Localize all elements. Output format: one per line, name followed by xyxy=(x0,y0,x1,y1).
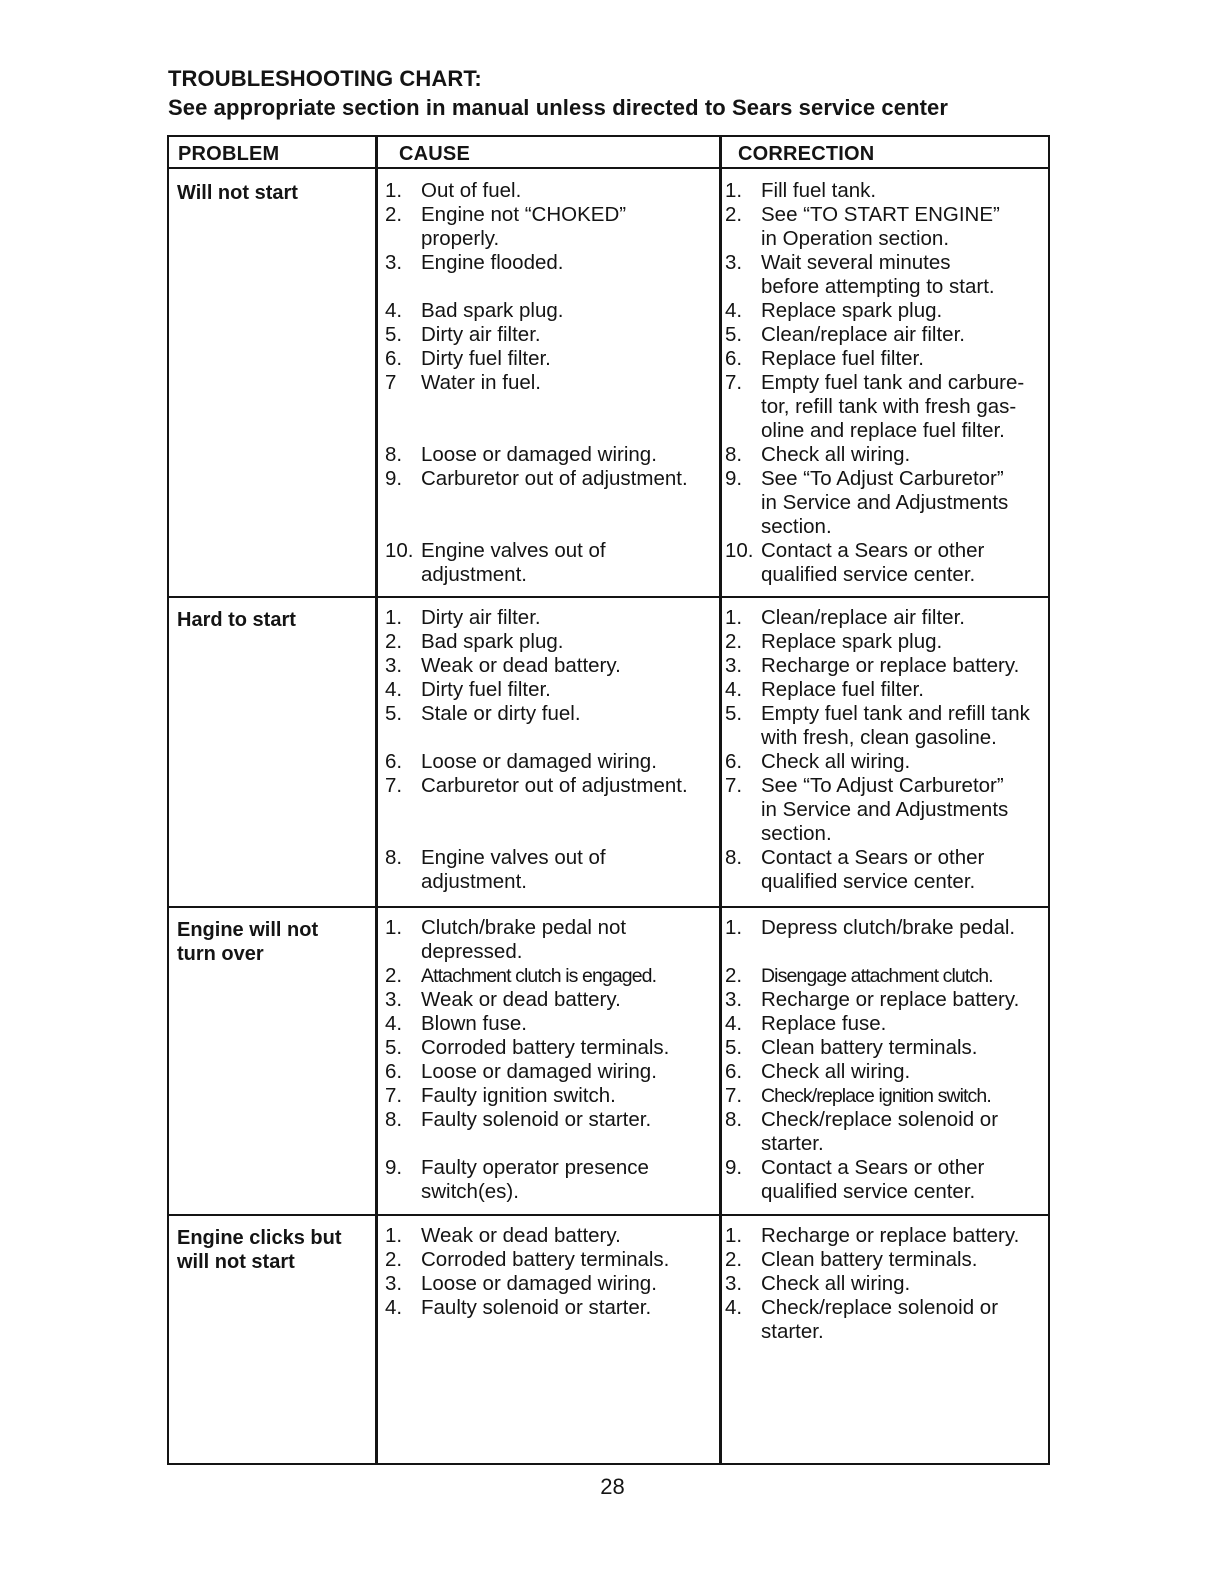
item-text xyxy=(761,1012,886,1036)
item-number: 3. xyxy=(725,251,743,274)
item-text-line: Clean battery terminals. xyxy=(761,1248,978,1271)
item-number: 2. xyxy=(725,964,743,987)
problem-label xyxy=(177,1226,372,1274)
item-text-line: Dirty fuel filter. xyxy=(421,678,551,701)
item-text xyxy=(421,347,551,371)
item-text-line: Replace fuel filter. xyxy=(761,678,924,701)
item-number: 4. xyxy=(385,299,403,322)
item-text-line: Check/replace solenoid or xyxy=(761,1108,999,1131)
item-text-line: in Service and Adjustments xyxy=(761,798,1009,821)
item-number: 7 xyxy=(385,371,397,394)
item-text xyxy=(761,179,876,203)
item-number: 5. xyxy=(725,1036,743,1059)
item-text xyxy=(761,702,1030,750)
item-number: 3. xyxy=(725,1272,743,1295)
item-text xyxy=(421,323,541,347)
item-text-line: switch(es). xyxy=(421,1180,519,1203)
item-number: 3. xyxy=(725,654,743,677)
item-number: 9. xyxy=(725,467,743,490)
item-text xyxy=(761,964,993,988)
item-text xyxy=(421,1060,657,1084)
item-text-line: Attachment clutch is engaged. xyxy=(421,965,657,987)
item-text-line: Replace fuse. xyxy=(761,1012,887,1035)
item-number: 6. xyxy=(725,1060,743,1083)
item-text xyxy=(421,1084,616,1108)
item-text xyxy=(421,1156,649,1204)
item-number: 1. xyxy=(725,1224,743,1247)
item-text-line: Clean battery terminals. xyxy=(761,1036,978,1059)
item-number: 9. xyxy=(725,1156,743,1179)
item-text-line: Depress clutch/brake pedal. xyxy=(761,916,1016,939)
item-text xyxy=(421,630,563,654)
page-header xyxy=(168,64,1068,122)
item-text-line: Weak or dead battery. xyxy=(421,1224,621,1247)
problem-line: Engine clicks but xyxy=(177,1227,342,1249)
item-number: 1. xyxy=(385,179,403,202)
item-text-line: Clutch/brake pedal not xyxy=(421,916,627,939)
item-text xyxy=(761,988,1019,1012)
item-text-line: Wait several minutes xyxy=(761,251,951,274)
page-number: 28 xyxy=(600,1474,625,1499)
item-text-line: qualified service center. xyxy=(761,563,976,586)
item-text xyxy=(761,654,1019,678)
item-number: 5. xyxy=(385,1036,403,1059)
item-text xyxy=(421,467,688,491)
item-text xyxy=(761,1272,910,1296)
item-text-line: Replace spark plug. xyxy=(761,630,943,653)
item-text-line: Engine not “CHOKED” xyxy=(421,203,627,226)
item-number: 4. xyxy=(385,678,403,701)
item-number: 5. xyxy=(385,702,403,725)
item-number: 2. xyxy=(725,203,743,226)
item-text-line: Engine valves out of xyxy=(421,846,606,869)
item-text xyxy=(421,964,656,988)
item-text xyxy=(421,1296,651,1320)
item-text-line: Contact a Sears or other xyxy=(761,846,985,869)
item-number: 4. xyxy=(725,1012,743,1035)
item-text-line: Bad spark plug. xyxy=(421,299,564,322)
item-text-line: Recharge or replace battery. xyxy=(761,654,1020,677)
item-text-line: tor, refill tank with fresh gas- xyxy=(761,395,1017,418)
item-text xyxy=(761,443,910,467)
table-row xyxy=(169,1216,1048,1465)
item-text xyxy=(761,1036,977,1060)
item-text-line: Bad spark plug. xyxy=(421,630,564,653)
item-text-line: Check all wiring. xyxy=(761,443,911,466)
item-text xyxy=(421,539,606,587)
item-text xyxy=(421,443,657,467)
item-text-line: Loose or damaged wiring. xyxy=(421,1272,657,1295)
item-number: 7. xyxy=(385,1084,403,1107)
item-text-line: section. xyxy=(761,822,832,845)
problem-line: Will not start xyxy=(177,182,298,204)
item-text-line: Out of fuel. xyxy=(421,179,522,202)
table-row xyxy=(169,598,1048,908)
item-text-line: section. xyxy=(761,515,832,538)
item-text xyxy=(421,774,688,798)
item-text xyxy=(761,1156,984,1204)
item-text-line: Carburetor out of adjustment. xyxy=(421,774,688,797)
page-title: TROUBLESHOOTING CHART: xyxy=(168,66,482,91)
troubleshooting-table xyxy=(167,135,1050,1465)
item-text-line: Replace fuel filter. xyxy=(761,347,924,370)
item-number: 2. xyxy=(385,1248,403,1271)
page-subtitle: See appropriate section in manual unless directed to Sears service center xyxy=(168,95,949,120)
item-text-line: See “TO START ENGINE” xyxy=(761,203,1000,226)
column-header-correction: CORRECTION xyxy=(738,143,875,165)
item-text xyxy=(761,1224,1019,1248)
item-number: 6. xyxy=(725,750,743,773)
item-text-line: adjustment. xyxy=(421,870,527,893)
item-text-line: Replace spark plug. xyxy=(761,299,943,322)
item-number: 3. xyxy=(385,251,403,274)
item-text-line: Check all wiring. xyxy=(761,1060,911,1083)
item-text-line: Water in fuel. xyxy=(421,371,542,394)
problem-label xyxy=(177,608,372,632)
item-text-line: Disengage attachment clutch. xyxy=(761,965,993,987)
item-text xyxy=(761,916,1015,940)
item-text-line: Check all wiring. xyxy=(761,750,911,773)
item-number: 3. xyxy=(725,988,743,1011)
item-text-line: before attempting to start. xyxy=(761,275,995,298)
item-number: 1. xyxy=(725,606,743,629)
item-text xyxy=(761,606,965,630)
item-text xyxy=(761,846,984,894)
item-number: 1. xyxy=(385,606,403,629)
item-text-line: Engine valves out of xyxy=(421,539,606,562)
item-text-line: in Service and Adjustments xyxy=(761,491,1009,514)
item-text xyxy=(421,678,551,702)
item-text xyxy=(421,1248,669,1272)
item-text xyxy=(421,179,521,203)
item-text xyxy=(421,916,626,964)
item-text-line: Corroded battery terminals. xyxy=(421,1248,670,1271)
item-number: 2. xyxy=(725,1248,743,1271)
problem-line: Engine will not xyxy=(177,919,319,941)
item-number: 4. xyxy=(385,1296,403,1319)
item-text xyxy=(421,371,541,395)
item-text-line: Empty fuel tank and refill tank xyxy=(761,702,1030,725)
item-text xyxy=(761,371,1024,443)
item-number: 1. xyxy=(725,179,743,202)
item-text-line: Engine flooded. xyxy=(421,251,564,274)
item-text xyxy=(421,1036,669,1060)
item-text-line: Clean/replace air filter. xyxy=(761,323,965,346)
item-text xyxy=(421,1272,657,1296)
item-number: 7. xyxy=(725,1084,743,1107)
item-text xyxy=(761,678,924,702)
item-text xyxy=(761,750,910,774)
item-number: 4. xyxy=(385,1012,403,1035)
item-text xyxy=(761,347,924,371)
item-text xyxy=(761,1296,998,1344)
item-number: 8. xyxy=(385,1108,403,1131)
item-number: 6. xyxy=(385,750,403,773)
item-text-line: in Operation section. xyxy=(761,227,950,250)
item-text-line: Dirty air filter. xyxy=(421,323,541,346)
item-text-line: Loose or damaged wiring. xyxy=(421,1060,657,1083)
item-text xyxy=(761,1248,977,1272)
item-text xyxy=(421,251,563,275)
item-number: 8. xyxy=(725,443,743,466)
column-header-cause: CAUSE xyxy=(399,143,471,165)
item-text-line: See “To Adjust Carburetor” xyxy=(761,774,1004,797)
item-number: 5. xyxy=(385,323,403,346)
item-text-line: Carburetor out of adjustment. xyxy=(421,467,688,490)
item-text-line: Faulty ignition switch. xyxy=(421,1084,616,1107)
item-text-line: qualified service center. xyxy=(761,1180,976,1203)
item-number: 10. xyxy=(725,539,754,562)
item-text xyxy=(761,630,942,654)
table-row xyxy=(169,171,1048,598)
item-text xyxy=(761,1084,991,1108)
item-text-line: Clean/replace air filter. xyxy=(761,606,965,629)
item-text-line: See “To Adjust Carburetor” xyxy=(761,467,1004,490)
item-text-line: Dirty fuel filter. xyxy=(421,347,551,370)
item-text xyxy=(761,203,1000,251)
item-text xyxy=(421,1224,621,1248)
item-text xyxy=(421,606,541,630)
item-number: 2. xyxy=(385,964,403,987)
item-number: 8. xyxy=(725,846,743,869)
item-text xyxy=(421,1012,527,1036)
item-text-line: Faulty operator presence xyxy=(421,1156,649,1179)
item-text xyxy=(761,299,942,323)
item-text xyxy=(421,702,581,726)
item-number: 9. xyxy=(385,467,403,490)
item-text-line: Stale or dirty fuel. xyxy=(421,702,581,725)
item-text-line: Recharge or replace battery. xyxy=(761,988,1020,1011)
item-text xyxy=(421,988,621,1012)
item-number: 6. xyxy=(385,1060,403,1083)
item-number: 6. xyxy=(725,347,743,370)
item-text-line: properly. xyxy=(421,227,500,250)
item-number: 6. xyxy=(385,347,403,370)
item-text-line: Fill fuel tank. xyxy=(761,179,877,202)
item-text-line: Weak or dead battery. xyxy=(421,988,621,1011)
item-text-line: Loose or damaged wiring. xyxy=(421,750,657,773)
item-number: 2. xyxy=(725,630,743,653)
item-text-line: starter. xyxy=(761,1320,824,1343)
item-text-line: Empty fuel tank and carbure- xyxy=(761,371,1025,394)
item-number: 1. xyxy=(385,1224,403,1247)
item-number: 9. xyxy=(385,1156,403,1179)
problem-label xyxy=(177,918,372,966)
item-number: 7. xyxy=(725,371,743,394)
item-number: 1. xyxy=(725,916,743,939)
item-number: 5. xyxy=(725,702,743,725)
item-number: 4. xyxy=(725,299,743,322)
item-text-line: qualified service center. xyxy=(761,870,976,893)
item-text-line: Check/replace ignition switch. xyxy=(761,1085,991,1107)
item-text xyxy=(761,1108,998,1156)
item-number: 4. xyxy=(725,1296,743,1319)
item-text-line: Check/replace solenoid or xyxy=(761,1296,999,1319)
table-header-row xyxy=(169,137,1048,169)
item-number: 3. xyxy=(385,988,403,1011)
item-number: 3. xyxy=(385,1272,403,1295)
item-text-line: with fresh, clean gasoline. xyxy=(761,726,997,749)
item-number: 2. xyxy=(385,203,403,226)
item-text-line: Loose or damaged wiring. xyxy=(421,443,657,466)
item-text-line: Blown fuse. xyxy=(421,1012,527,1035)
item-text xyxy=(421,1108,651,1132)
problem-line: Hard to start xyxy=(177,609,296,631)
item-text xyxy=(421,203,626,251)
item-number: 3. xyxy=(385,654,403,677)
problem-label xyxy=(177,181,372,205)
item-text xyxy=(421,654,621,678)
item-text-line: depressed. xyxy=(421,940,523,963)
item-text-line: Dirty air filter. xyxy=(421,606,541,629)
item-number: 10. xyxy=(385,539,414,562)
table-row xyxy=(169,908,1048,1216)
item-text-line: Check all wiring. xyxy=(761,1272,911,1295)
item-text-line: Contact a Sears or other xyxy=(761,1156,985,1179)
item-number: 2. xyxy=(385,630,403,653)
item-number: 4. xyxy=(725,678,743,701)
item-text xyxy=(421,846,606,894)
item-text-line: Contact a Sears or other xyxy=(761,539,985,562)
item-text xyxy=(421,299,563,323)
item-text xyxy=(761,774,1008,846)
item-text-line: Recharge or replace battery. xyxy=(761,1224,1020,1247)
item-text-line: Faulty solenoid or starter. xyxy=(421,1296,652,1319)
item-number: 8. xyxy=(385,846,403,869)
problem-line: turn over xyxy=(177,943,264,965)
item-text xyxy=(761,1060,910,1084)
item-number: 8. xyxy=(725,1108,743,1131)
item-text xyxy=(421,750,657,774)
item-text-line: Corroded battery terminals. xyxy=(421,1036,670,1059)
item-text xyxy=(761,539,984,587)
item-number: 7. xyxy=(725,774,743,797)
item-text-line: Weak or dead battery. xyxy=(421,654,621,677)
item-text-line: Faulty solenoid or starter. xyxy=(421,1108,652,1131)
item-number: 5. xyxy=(725,323,743,346)
item-text-line: adjustment. xyxy=(421,563,527,586)
item-number: 1. xyxy=(385,916,403,939)
item-number: 8. xyxy=(385,443,403,466)
item-number: 7. xyxy=(385,774,403,797)
item-text xyxy=(761,467,1008,539)
item-text-line: oline and replace fuel filter. xyxy=(761,419,1005,442)
item-text xyxy=(761,323,965,347)
item-text-line: starter. xyxy=(761,1132,824,1155)
problem-line: will not start xyxy=(177,1251,295,1273)
column-header-problem: PROBLEM xyxy=(178,143,280,165)
item-text xyxy=(761,251,995,299)
